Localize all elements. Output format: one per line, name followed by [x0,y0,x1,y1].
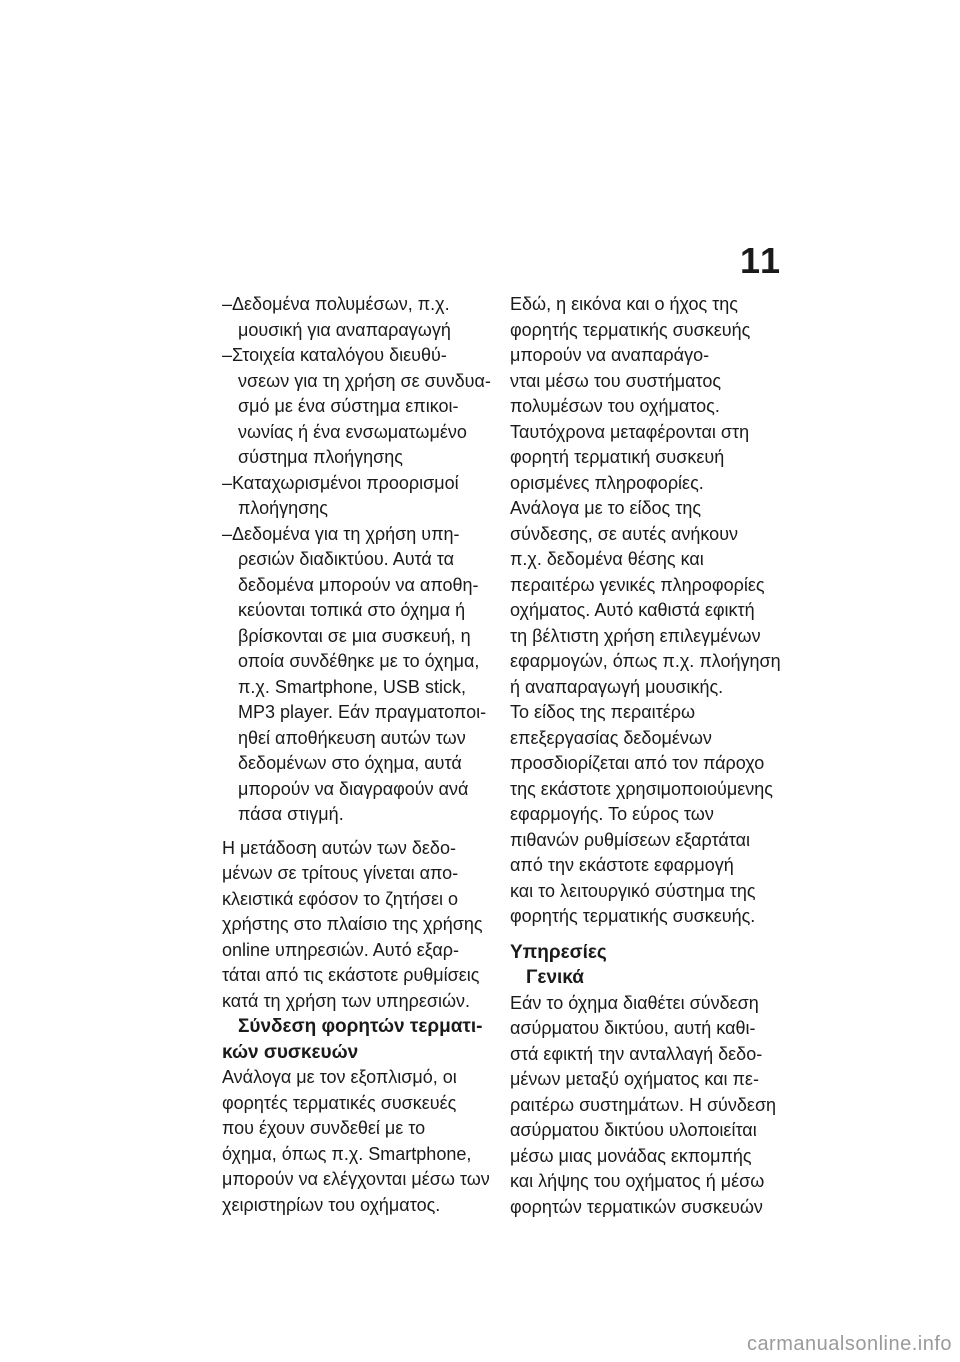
paragraph-line: κλειστικά εφόσον το ζητήσει ο [222,888,459,909]
paragraph-line: προσδιορίζεται από τον πάροχο [510,753,765,773]
paragraph-line: μπορούν να ελέγχονται μέσω των [222,1169,490,1189]
paragraph-line: κατά τη χρήση των υπηρεσιών. [222,990,471,1011]
section-heading: Σύνδεση φορητών τερματι- [238,1016,483,1037]
paragraph-line: φορητής τερματικής συσκευής [510,319,751,340]
bullet-continuation: νσεων για τη χρήση σε συνδυα- [238,370,491,391]
paragraph-line: φορητή τερματική συσκευή [510,447,725,467]
paragraph-line: ασύρματου δικτύου, αυτή καθι- [510,1018,756,1038]
paragraph-line: φορητής τερματικής συσκευής. [510,906,756,926]
watermark: carmanualsonline.info [746,1333,952,1355]
paragraph-line: Το είδος της περαιτέρω [510,702,696,722]
bullet-continuation: ρεσιών διαδικτύου. Αυτά τα [238,549,455,569]
section-title: Υπηρεσίες [510,941,607,963]
paragraph-line: περαιτέρω γενικές πληροφορίες [510,574,765,595]
bullet-continuation: πλοήγησης [238,498,328,518]
paragraph-line: πολυμέσων του οχήματος. [510,396,720,416]
paragraph-line: οχήματος. Αυτό καθιστά εφικτή [510,600,755,620]
sub-title: Γενικά [526,967,584,988]
paragraph-line: ασύρματου δικτύου υλοποιείται [510,1120,757,1140]
paragraph-line: Ταυτόχρονα μεταφέρονται στη [510,421,750,442]
paragraph-line: π.χ. δεδομένα θέσης και [510,549,704,569]
paragraph-line: Εάν το όχημα διαθέτει σύνδεση [510,992,759,1013]
paragraph-line: από την εκάστοτε εφαρμογή [510,855,734,875]
paragraph-line: και το λειτουργικό σύστημα της [510,880,756,901]
bullet-continuation: σύστημα πλοήγησης [238,447,403,467]
paragraph-line: τάται από τις εκάστοτε ρυθμίσεις [222,965,480,985]
paragraph-line: μένων μεταξύ οχήματος και πε- [510,1069,759,1089]
paragraph-line: πιθανών ρυθμίσεων εξαρτάται [510,829,751,850]
bullet-item: –Καταχωρισμένοι προορισμοί [222,472,459,493]
paragraph-line: χειριστηρίων του οχήματος. [222,1194,441,1215]
paragraph-line: μένων σε τρίτους γίνεται απο- [222,863,459,883]
bullet-continuation: MP3 player. Εάν πραγματοποι- [238,702,487,722]
paragraph-line: και λήψης του οχήματος ή μέσω [510,1171,765,1191]
bullet-item: –Δεδομένα για τη χρήση υπη- [222,523,460,544]
bullet-continuation: νωνίας ή ένα ενσωματωμένο [238,421,467,442]
paragraph-line: online υπηρεσιών. Αυτό εξαρ- [222,939,459,960]
paragraph-line: όχημα, όπως π.χ. Smartphone, [222,1143,472,1164]
left-column [222,292,492,1218]
paragraph-line: στά εφικτή την ανταλλαγή δεδο- [510,1043,763,1064]
paragraph-line: μπορούν να αναπαράγο- [510,345,710,365]
paragraph-line: νται μέσω του συστήματος [510,370,722,391]
paragraph-line: φορητές τερματικές συσκευές [222,1092,457,1113]
paragraph-line: χρήστης στο πλαίσιο της χρήσης [222,914,483,934]
bullet-continuation: μπορούν να διαγραφούν ανά [238,778,469,799]
bullet-continuation: πάσα στιγμή. [238,804,344,824]
bullet-item: –Δεδομένα πολυμέσων, π.χ. [222,294,450,314]
bullet-continuation: μουσική για αναπαραγωγή [238,319,451,340]
paragraph-line: ή αναπαραγωγή μουσικής. [510,676,724,697]
bullet-continuation: δεδομένα μπορούν να αποθη- [238,574,479,595]
bullet-continuation: σμό με ένα σύστημα επικοι- [238,396,459,416]
paragraph-line: μέσω μιας μονάδας εκπομπής [510,1145,752,1166]
paragraph-line: σύνδεσης, σε αυτές ανήκουν [510,523,739,544]
paragraph-line: επεξεργασίας δεδομένων [510,727,712,748]
bullet-continuation: ηθεί αποθήκευση αυτών των [238,727,466,748]
paragraph-line: ορισμένες πληροφορίες. [510,472,704,493]
paragraph-line: εφαρμογής. Το εύρος των [510,804,714,824]
bullet-continuation: κεύονται τοπικά στο όχημα ή [238,600,466,620]
page-number: 11 [740,240,783,281]
bullet-continuation: οποία συνδέθηκε με το όχημα, [238,651,480,671]
bullet-continuation: βρίσκονται σε μια συσκευή, η [238,625,471,646]
bullet-continuation: π.χ. Smartphone, USB stick, [238,676,466,697]
bullet-item: –Στοιχεία καταλόγου διευθύ- [222,345,447,365]
paragraph-line: ραιτέρω συστημάτων. Η σύνδεση [510,1094,777,1115]
paragraph-line: φορητών τερματικών συσκευών [510,1196,763,1217]
paragraph-line: που έχουν συνδεθεί με το [222,1118,426,1138]
right-column [510,292,790,1220]
paragraph-line: Η μετάδοση αυτών των δεδο- [222,837,456,858]
bullet-continuation: δεδομένων στο όχημα, αυτά [238,753,462,773]
paragraph-line: της εκάστοτε χρησιμοποιούμενης [510,778,773,799]
paragraph-line: Ανάλογα με το είδος της [510,498,702,518]
paragraph-line: τη βέλτιστη χρήση επιλεγμένων [510,625,761,646]
paragraph-line: εφαρμογών, όπως π.χ. πλοήγηση [510,651,781,671]
paragraph-line: Ανάλογα με τον εξοπλισμό, οι [222,1067,457,1087]
paragraph-line: Εδώ, η εικόνα και ο ήχος της [510,294,738,314]
section-heading: κών συσκευών [222,1041,359,1063]
